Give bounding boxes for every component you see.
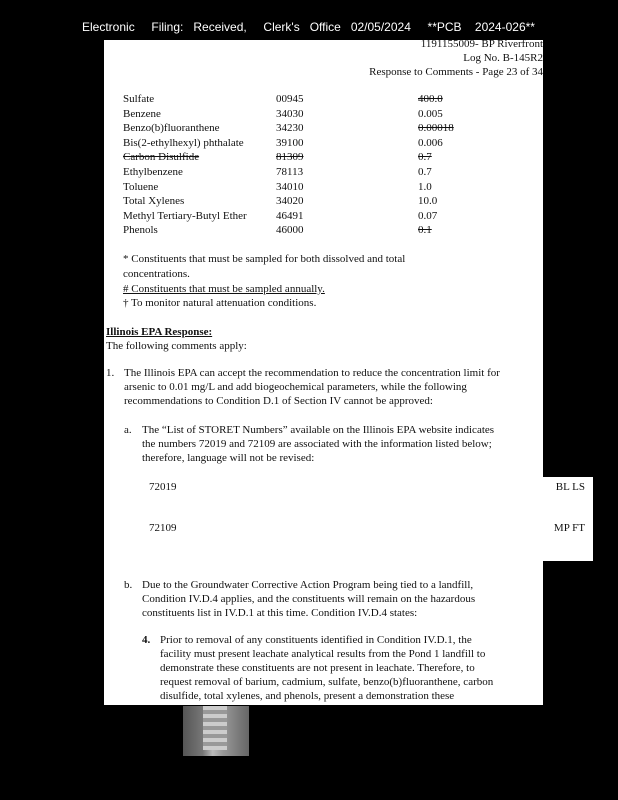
constituent-name: Bis(2-ethylhexyl) phthalate [123,136,244,149]
response-intro: The following comments apply: [106,340,247,352]
constituent-name: Total Xylenes [123,195,185,208]
storet-code: 39100 [276,136,304,149]
concentration-limit: 0.7 [418,165,432,178]
item-a-label: a. [124,424,132,436]
storet-description-overflow [543,477,593,561]
footnote-dissolved: * Constituents that must be sampled for both dissolved and total [123,253,406,265]
concentration-limit: 10.0 [418,195,438,208]
storet-code: 81309 [276,151,304,164]
storet-code: 34010 [276,180,304,193]
document-page [104,40,543,705]
storet-code: 34230 [276,122,304,135]
constituent-name: Benzo(b)fluoranthene [123,122,220,135]
storet-code: 34020 [276,195,304,208]
quote-number: 4. [142,634,151,646]
storet-desc-72019: BL LS [555,481,585,493]
item-a-line-3: therefore, language will not be revised: [142,452,315,464]
storet-desc-72109: MP FT [553,522,585,534]
quote-line-4: request removal of barium, cadmium, sulfate, benzo(b)fluoranthene, carbon [160,676,494,688]
concentration-limit: 0.006 [418,136,443,149]
header-page-ref: Response to Comments - Page 23 of 34 [369,66,543,78]
concentration-limit: 400.0 [418,93,443,105]
storet-code: 00945 [276,93,304,105]
storet-code: 46491 [276,209,304,222]
item-1-line-1: The Illinois EPA can accept the recommendation to reduce the concentration limit for [124,367,500,379]
storet-code: 78113 [276,165,304,178]
response-heading: Illinois EPA Response: [106,326,213,338]
item-1-number: 1. [106,367,115,379]
concentration-limit: 0.1 [418,224,432,237]
quote-line-1: Prior to removal of any constituents identified in Condition IV.D.1, the [160,634,472,646]
constituent-name: Toluene [123,180,159,193]
footnote-dissolved-cont: concentrations. [123,268,190,280]
item-b-line-1: Due to the Groundwater Corrective Action Program being tied to a landfill, [142,579,474,591]
item-b-label: b. [124,579,133,591]
constituent-name: Methyl Tertiary-Butyl Ether [123,209,247,222]
storet-number-72019: 72019 [149,481,177,493]
storet-code: 46000 [276,224,304,237]
constituent-name: Phenols [123,224,158,237]
item-b-line-2: Condition IV.D.4 applies, and the constituents will remain on the hazardous [142,593,476,605]
item-1-line-3: recommendations to Condition D.1 of Section IV cannot be approved: [124,395,433,407]
concentration-limit: 0.7 [418,151,432,164]
concentration-limit: 0.005 [418,107,443,120]
storet-number-72109: 72109 [149,522,177,534]
scan-thumbnail [183,706,249,756]
constituent-name: Sulfate [123,93,155,105]
item-a-line-1: The “List of STORET Numbers” available on the Illinois EPA website indicates [142,424,495,436]
item-b-line-3: constituents list in IV.D.1 at this time. Condition IV.D.4 states: [142,607,418,619]
quote-line-3: demonstrate these constituents are not present in leachate. Therefore, to [160,662,475,674]
item-a-line-2: the numbers 72019 and 72109 are associated with the information listed below; [142,438,492,450]
filing-stamp: Electronic Filing: Received, Clerk's Office 02/05/2024 **PCB 2024-026** [82,20,535,34]
concentration-limit: 0.00018 [418,122,454,135]
constituent-name: Ethylbenzene [123,165,183,178]
constituent-name: Carbon Disulfide [123,151,200,164]
constituent-name: Benzene [123,107,161,120]
header-project: 1191155009- BP Riverfront [420,40,543,50]
quote-line-5: disulfide, total xylenes, and phenols, present a demonstration these [160,690,455,702]
item-1-line-2: arsenic to 0.01 mg/L and add biogeochemical parameters, while the following [124,381,467,393]
concentration-limit: 0.07 [418,209,438,222]
storet-code: 34030 [276,107,304,120]
quote-line-2: facility must present leachate analytical results from the Pond 1 landfill to [160,648,486,660]
concentration-limit: 1.0 [418,180,432,193]
footnote-attenuation: † To monitor natural attenuation conditions. [123,297,317,309]
footnote-annual: # Constituents that must be sampled annually. [123,283,325,295]
header-log-no: Log No. B-145R2 [463,52,543,64]
